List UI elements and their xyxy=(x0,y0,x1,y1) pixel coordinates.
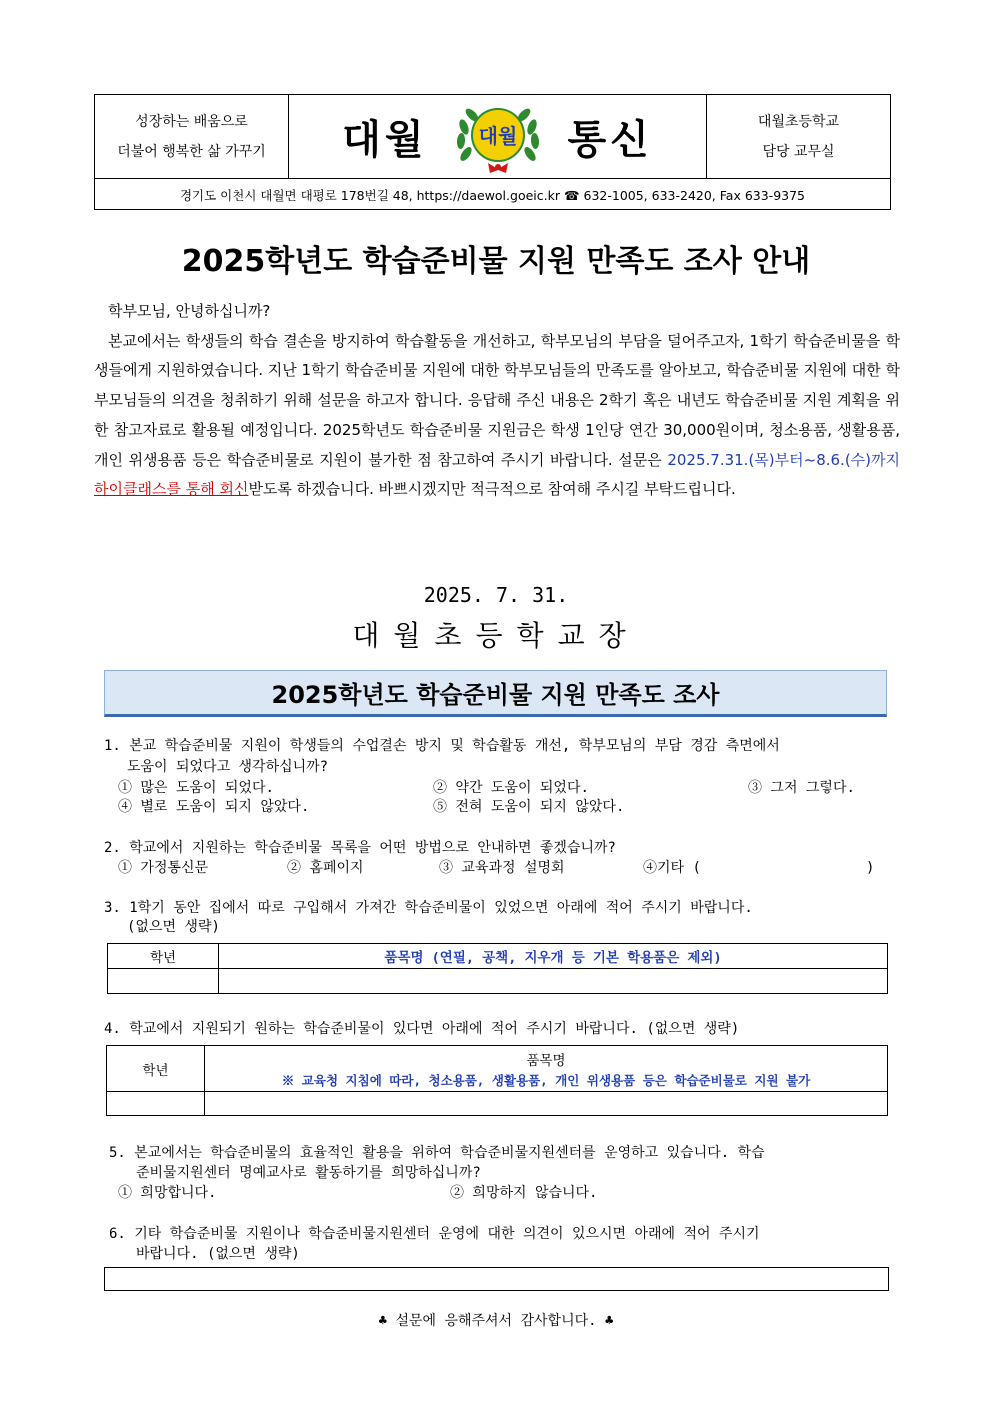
question-4: 4. 학교에서 지원되기 원하는 학습준비물이 있다면 아래에 적어 주시기 바랍니다. (없으면 생략) xyxy=(104,1021,740,1037)
question-2: 2. 학교에서 지원하는 학습준비물 목록을 어떤 방법으로 안내하면 좋겠습니까? xyxy=(104,840,616,856)
question-1-cont: 도움이 되었다고 생각하십니까? xyxy=(127,759,329,775)
q6-answer-box[interactable] xyxy=(104,1267,889,1291)
q3-grade-header: 학년 xyxy=(108,944,219,969)
q3-answer-table xyxy=(107,943,888,994)
q4-grade-cell[interactable] xyxy=(107,1092,205,1116)
question-3: 3. 1학기 동안 집에서 따로 구입해서 가져간 학습준비물이 있었으면 아래에 적어 주시기 바랍니다. xyxy=(104,900,753,916)
q4-grade-header: 학년 xyxy=(107,1046,205,1092)
paragraph-text: 본교에서는 학생들의 학습 결손을 방지하여 학습활동을 개선하고, 학부모님의 부담을 덜어주고자, 1학기 학습준비물을 학생들에게 지원하였습니다. 지난 1학기 학습준비물 지원에 대한 학부모님들의 만족도를 알아보고, 학습준비물 지원에 대한 학부모님들의 의견을 청취하기 위해 설문을 하고자 합니다. 응답해 주신 내용은 2학기 혹은 내년도 학습준비물 지원 계획을 위한 참고자료로 활용될 예정입니다. 2025학년도 학습준비물 지원금은 학생 1인당 연간 30,000원이며, 청소용품, 생활용품, 개인 위생용품 등은 학습준비물로 지원이 불가한 점 참고하여 주시기 바랍니다. 설문은 xyxy=(94,331,900,469)
school-motto xyxy=(95,95,289,178)
question-5-cont: 준비물지원센터 명예교사로 활동하기를 희망하십니까? xyxy=(136,1165,481,1181)
survey-period: 2025.7.31.(목)부터~8.6.(수)까지 xyxy=(667,450,900,469)
emblem-text: 대월 xyxy=(478,123,517,148)
q1-option-1[interactable]: ① 많은 도움이 되었다. xyxy=(118,780,274,796)
school-info xyxy=(706,95,890,178)
q2-option-4[interactable]: ④기타 ( xyxy=(643,860,701,876)
school-address: 경기도 이천시 대월면 대평로 178번길 48, https://daewol.goeic.kr ☎ 632-1005, 633-2420, Fax 633-9375 xyxy=(95,178,890,210)
q2-option-4-close: ) xyxy=(866,860,875,876)
survey-method: 하이클래스를 통해 회신 xyxy=(94,480,249,499)
q4-item-header-label: 품목명 xyxy=(526,1052,566,1069)
q4-item-cell[interactable] xyxy=(205,1092,888,1116)
school-name: 대월초등학교 xyxy=(757,113,840,130)
q1-option-3[interactable]: ③ 그저 그렇다. xyxy=(748,780,855,796)
school-emblem-icon xyxy=(450,97,546,177)
title-right: 통신 xyxy=(567,117,653,163)
q3-item-cell[interactable] xyxy=(219,969,888,994)
survey-title: 2025학년도 학습준비물 지원 만족도 조사 xyxy=(104,670,887,717)
notice-date: 2025. 7. 31. xyxy=(423,583,569,607)
question-6-cont: 바랍니다. (없으면 생략) xyxy=(136,1246,300,1262)
q1-option-2[interactable]: ② 약간 도움이 되었다. xyxy=(433,780,589,796)
question-5: 5. 본교에서는 학습준비물의 효율적인 활용을 위하여 학습준비물지원센터를 운영하고 있습니다. 학습 xyxy=(109,1145,765,1161)
q3-grade-cell[interactable] xyxy=(108,969,219,994)
question-1: 1. 본교 학습준비물 지원이 학생들의 수업결손 방지 및 학습활동 개선, 학부모님의 부담 경감 측면에서 xyxy=(104,738,780,754)
title-left: 대월 xyxy=(342,117,428,163)
principal-signature: 대월초등학교장 xyxy=(352,619,640,652)
q4-item-header xyxy=(205,1046,888,1092)
q1-option-4[interactable]: ④ 별로 도움이 되지 않았다. xyxy=(118,799,310,815)
q4-item-note: ※ 교육청 지침에 따라, 청소용품, 생활용품, 개인 위생용품 등은 학습준비물로 지원 불가 xyxy=(281,1072,811,1088)
q1-option-5[interactable]: ⑤ 전혀 도움이 되지 않았다. xyxy=(433,799,625,815)
closing-message: ♣ 설문에 응해주셔서 감사합니다. ♣ xyxy=(378,1313,614,1329)
q5-option-1[interactable]: ① 희망합니다. xyxy=(118,1185,217,1201)
q5-option-2[interactable]: ② 희망하지 않습니다. xyxy=(450,1185,598,1201)
q2-option-2[interactable]: ② 홈페이지 xyxy=(287,860,364,876)
paragraph-ending: 받도록 하겠습니다. 바쁘시겠지만 적극적으로 참여해 주시길 부탁드립니다. xyxy=(248,480,736,499)
motto-line2: 더불어 행복한 삶 가꾸기 xyxy=(117,143,266,160)
newsletter-header xyxy=(94,94,891,210)
newsletter-title xyxy=(289,95,706,178)
question-6: 6. 기타 학습준비물 지원이나 학습준비물지원센터 운영에 대한 의견이 있으시면 아래에 적어 주시기 xyxy=(109,1226,760,1242)
notice-paragraph xyxy=(94,327,900,505)
office-name: 담당 교무실 xyxy=(762,143,835,160)
q2-option-1[interactable]: ① 가정통신문 xyxy=(118,860,209,876)
notice-body xyxy=(94,297,900,505)
question-3-cont: (없으면 생략) xyxy=(127,919,220,935)
notice-title: 2025학년도 학습준비물 지원 만족도 조사 안내 xyxy=(181,244,811,279)
q4-answer-table xyxy=(106,1045,888,1116)
motto-line1: 성장하는 배움으로 xyxy=(135,113,248,130)
q3-item-header: 품목명 (연필, 공책, 지우개 등 기본 학용품은 제외) xyxy=(219,944,888,969)
q2-option-3[interactable]: ③ 교육과정 설명회 xyxy=(439,860,565,876)
greeting: 학부모님, 안녕하십니까? xyxy=(108,302,271,320)
